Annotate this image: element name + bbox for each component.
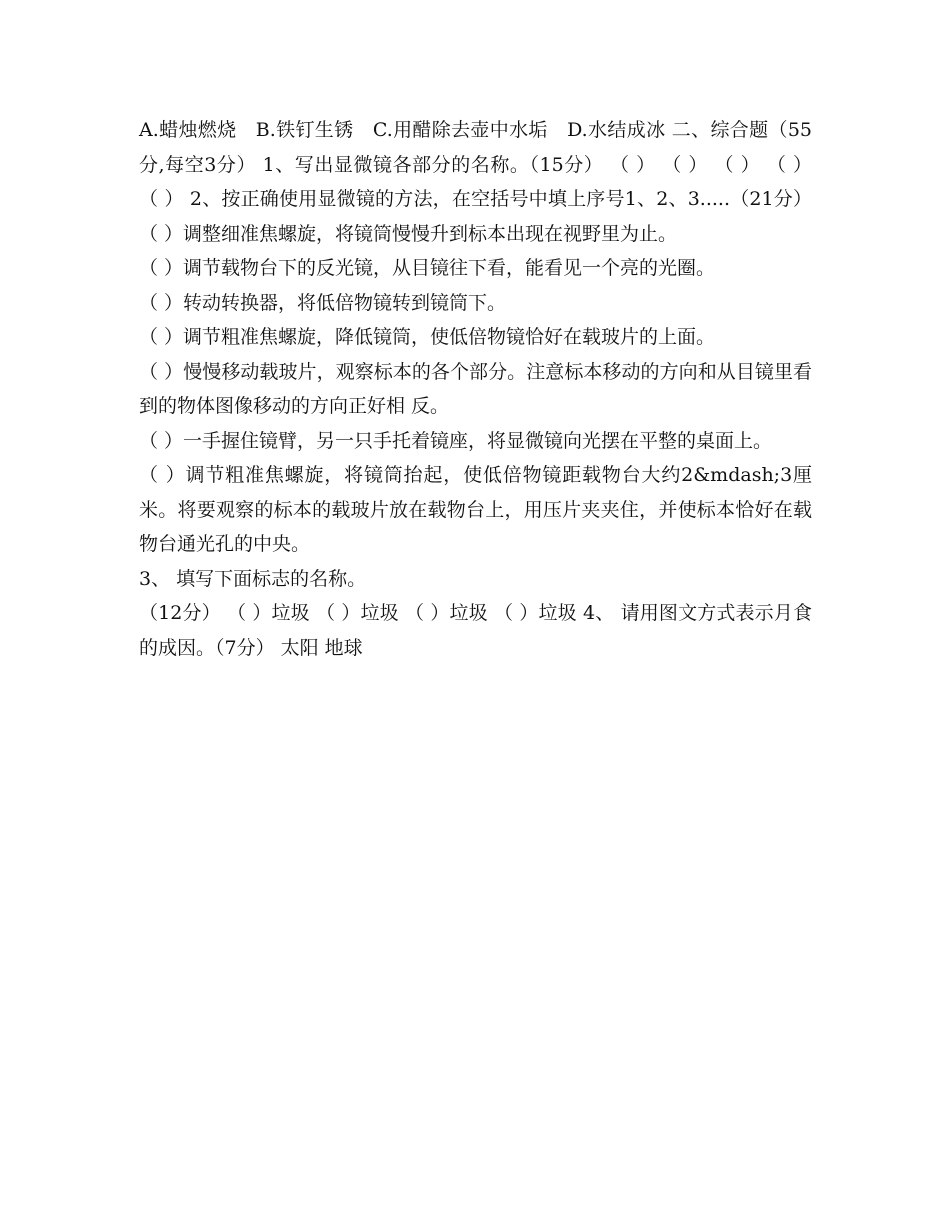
paragraph-step-reflector: （ ）调节载物台下的反光镜，从目镜往下看，能看见一个亮的光圈。 <box>139 257 716 279</box>
paragraph-step-hold-microscope: （ ）一手握住镜臂，另一只手托着镜座，将显微镜向光摆在平整的桌面上。 <box>139 429 773 452</box>
paragraph-choice-options-and-microscope-steps: A.蜡烛燃烧 B.铁钉生锈 C.用醋除去壶中水垢 D.水结成冰 二、综合题（55分,每空3分） 1、写出显微镜各部分的名称。（15分） （ ） （ ） （ ） （ ） （ ） 2、按正确使用显微镜的方法，在空括号中填上序号1、2、3.....（21分） （ ）调整细准焦螺旋，将镜筒慢慢升到标本出现在视野里为止。 <box>139 119 819 245</box>
paragraph-signs-and-question-4: （12分） （ ）垃圾 （ ）垃圾 （ ）垃圾 （ ）垃圾 4、 请用图文方式表示月食的成因。（7分） 太阳 地球 <box>139 602 812 659</box>
paragraph-step-coarse-lower: （ ）调节粗准焦螺旋，降低镜筒，使低倍物镜恰好在载玻片的上面。 <box>139 326 716 348</box>
paragraph-step-move-slide: （ ）慢慢移动载玻片，观察标本的各个部分。注意标本移动的方向和从目镜里看到的物体图像移动的方向正好相 反。 <box>139 360 812 417</box>
document-body <box>139 113 819 665</box>
paragraph-step-converter: （ ）转动转换器，将低倍物镜转到镜筒下。 <box>139 291 507 314</box>
paragraph-step-coarse-raise: （ ）调节粗准焦螺旋，将镜筒抬起，使低倍物镜距载物台大约2&mdash;3厘米。将要观察的标本的载玻片放在载物台上，用压片夹夹住，并使标本恰好在载物台通光孔的中央。 <box>139 464 812 555</box>
paragraph-question-3: 3、 填写下面标志的名称。 <box>139 567 367 590</box>
